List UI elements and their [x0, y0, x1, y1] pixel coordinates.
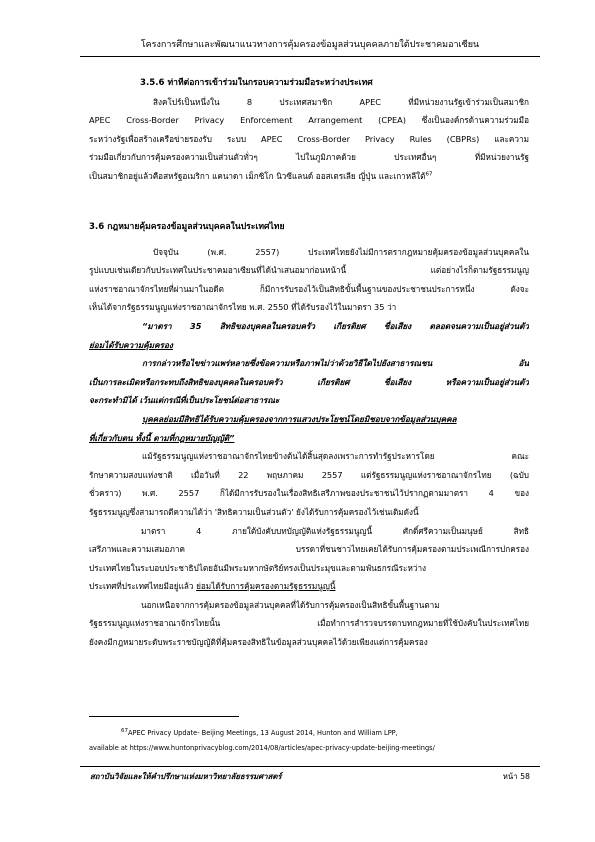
header-divider — [80, 56, 540, 57]
underlined-phrase: ย่อมได้รับการคุ้มครองตามรัฐธรรมนูญนี้ — [196, 581, 336, 592]
paragraph-line: เห็นได้จากรัฐธรรมนูญแห่งราชอาณาจักรไทย พ.ศ. 2550 ที่ได้รับรองไว้ในมาตรา 35 ว่า — [89, 302, 397, 313]
paragraph-line: นอกเหนือจากการคุ้มครองข้อมูลส่วนบุคคลที่ได้รับการคุ้มครองเป็นสิทธิขั้นพื้นฐานตาม — [141, 599, 440, 610]
quote-line: ที่เกี่ยวกับตน ทั้งนี้ ตามที่กฎหมายบัญญัติ” — [89, 432, 235, 443]
paragraph-line: มาตรา 4 ภายใต้บังคับบทบัญญัติแห่งรัฐธรรมนูญนี้ ศักดิ์ศรีความเป็นมนุษย์ สิทธิ — [141, 525, 529, 536]
paragraph-line: รัฐธรรมนูญแห่งราชอาณาจักรไทยนั้น เมื่อทำการสำรวจบรรดาบทกฎหมายที่ใช้บังคับในประเทศไทย — [89, 618, 529, 629]
paragraph-line: แม้รัฐธรรมนูญแห่งราชอาณาจักรไทยข้างต้นได้สิ้นสุดลงเพราะการทำรัฐประหารโดย คณะ — [142, 451, 529, 462]
paragraph-line: ประเทศที่ประเทศไทยมีอยู่แล้ว ย่อมได้รับการคุ้มครองตามรัฐธรรมนูญนี้ — [89, 581, 336, 592]
footnote-line: $^{67}$APEC Privacy Update- Beijing Meetings, 13 August 2014, Hunton and William LPP, — [121, 727, 398, 737]
paragraph-line: ชั่วคราว) พ.ศ. 2557 ก็ได้มีการรับรองในเรื่องสิทธิเสรีภาพของประชาชนไว้ปรากฏตามมาตรา 4 ของ — [89, 488, 529, 499]
section-3-5-6 — [89, 74, 529, 186]
footnote-link[interactable]: available at https://www.huntonprivacyblog.com/2014/08/articles/apec-privacy-update-beijing-meetings/ — [89, 743, 435, 752]
paragraph-line: เป็นสมาชิกอยู่แล้วคือสหรัฐอเมริกา แคนาดา เม็กซิโก นิวซีแลนด์ ออสเตรเลีย ญี่ปุ่น และเกาหลีใต้$^{67}$ — [89, 170, 433, 181]
section-heading: 3.5.6 ท่าทีต่อการเข้าร่วมในกรอบความร่วมมือระหว่างประเทศ — [140, 78, 373, 88]
footnote-divider — [89, 716, 239, 717]
paragraph-line: รักษาความสงบแห่งชาติ เมื่อวันที่ 22 พฤษภาคม 2557 แต่รัฐธรรมนูญแห่งราชอาณาจักรไทย (ฉบับ — [89, 469, 529, 480]
paragraph-line: แห่งราชอาณาจักรไทยที่ผ่านมาในอดีต ก็มีการรับรองไว้เป็นสิทธิขั้นพื้นฐานของประชาชนประการหนึ่ง ดังจะ — [89, 283, 529, 294]
quote-line: เป็นการละเมิดหรือกระทบถึงสิทธิของบุคคลในครอบครัว เกียรติยศ ชื่อเสียง หรือความเป็นอยู่ส่วนตัว — [89, 376, 529, 387]
footnote-reference: 67 — [425, 171, 433, 178]
paragraph-line: รูปแบบเช่นเดียวกับประเทศในประชาคมอาเซียนที่ได้นำเสนอมาก่อนหน้านี้ แต่อย่างไรก็ตามรัฐธรรมนูญ — [89, 265, 529, 276]
paragraph-line: สิงคโปร์เป็นหนึ่งใน 8 ประเทศสมาชิก APEC ที่มีหน่วยงานรัฐเข้าร่วมเป็นสมาชิก — [153, 96, 529, 107]
quote-line: การกล่าวหรือไขข่าวแพร่หลายซึ่งข้อความหรือภาพไม่ว่าด้วยวิธีใดไปยังสาธารณชน อัน — [142, 358, 529, 369]
paragraph-line: ปัจจุบัน (พ.ศ. 2557) ประเทศไทยยังไม่มีการตรากฎหมายคุ้มครองข้อมูลส่วนบุคคลใน — [153, 246, 529, 257]
section-3-6 — [89, 218, 529, 652]
paragraph-line: เสรีภาพและความเสมอภาค บรรดาที่ชนชาวไทยเคยได้รับการคุ้มครองตามประเพณีการปกครอง — [89, 544, 529, 555]
page-number: หน้า 58 — [502, 772, 530, 781]
section-heading: 3.6 กฎหมายคุ้มครองข้อมูลส่วนบุคคลในประเทศไทย — [89, 222, 285, 232]
quote-line: บุคคลย่อมมีสิทธิได้รับความคุ้มครองจากการแสวงประโยชน์โดยมิชอบจากข้อมูลส่วนบุคคล — [142, 413, 457, 424]
paragraph-line: APEC Cross-Border Privacy Enforcement Arrangement (CPEA) ซึ่งเป็นองค์กรด้านความร่วมมือ — [89, 115, 529, 126]
paragraph-line: รัฐธรรมนูญซึ่งสามารถตีความได้ว่า 'สิทธิความเป็นส่วนตัว' ยังได้รับการคุ้มครองไว้เช่นเดิมดังนี้ — [89, 506, 419, 517]
quote-line: ย่อมได้รับความคุ้มครอง — [89, 339, 173, 350]
quote-line: “มาตรา 35 สิทธิของบุคคลในครอบครัว เกียรติยศ ชื่อเสียง ตลอดจนความเป็นอยู่ส่วนตัว — [142, 320, 529, 331]
paragraph-line: ระหว่างรัฐเพื่อสร้างเครือข่ายรองรับ ระบบ APEC Cross-Border Privacy Rules (CBPRs) และความ — [89, 133, 529, 144]
footer-divider — [80, 766, 540, 767]
quote-line: จะกระทำมิได้ เว้นแต่กรณีที่เป็นประโยชน์ต่อสาธารณะ — [89, 395, 280, 406]
paragraph-line: ประเทศไทยในระบอบประชาธิปไตยอันมีพระมหากษัตริย์ทรงเป็นประมุขและตามพันธกรณีระหว่าง — [89, 562, 427, 573]
footnote-number: 67 — [121, 727, 128, 734]
paragraph-line: ร่วมมือเกี่ยวกับการคุ้มครองความเป็นส่วนตัวทั่วๆ ไปในภูมิภาคด้วย ประเทศอื่นๆ ที่มีหน่วยงานรัฐ — [89, 152, 529, 163]
paragraph-line: ยังคงมีกฎหมายระดับพระราชบัญญัติที่คุ้มครองสิทธิในข้อมูลส่วนบุคคลไว้ด้วยเพียงแต่การคุ้มครอง — [89, 637, 428, 648]
running-header: โครงการศึกษาและพัฒนาแนวทางการคุ้มครองข้อมูลส่วนบุคคลภายใต้ประชาคมอาเซียน — [140, 40, 480, 50]
footer-institution: สถาบันวิจัยและให้คำปรึกษาแห่งมหาวิทยาลัยธรรมศาสตร์ — [90, 772, 282, 781]
footnote — [89, 726, 529, 755]
